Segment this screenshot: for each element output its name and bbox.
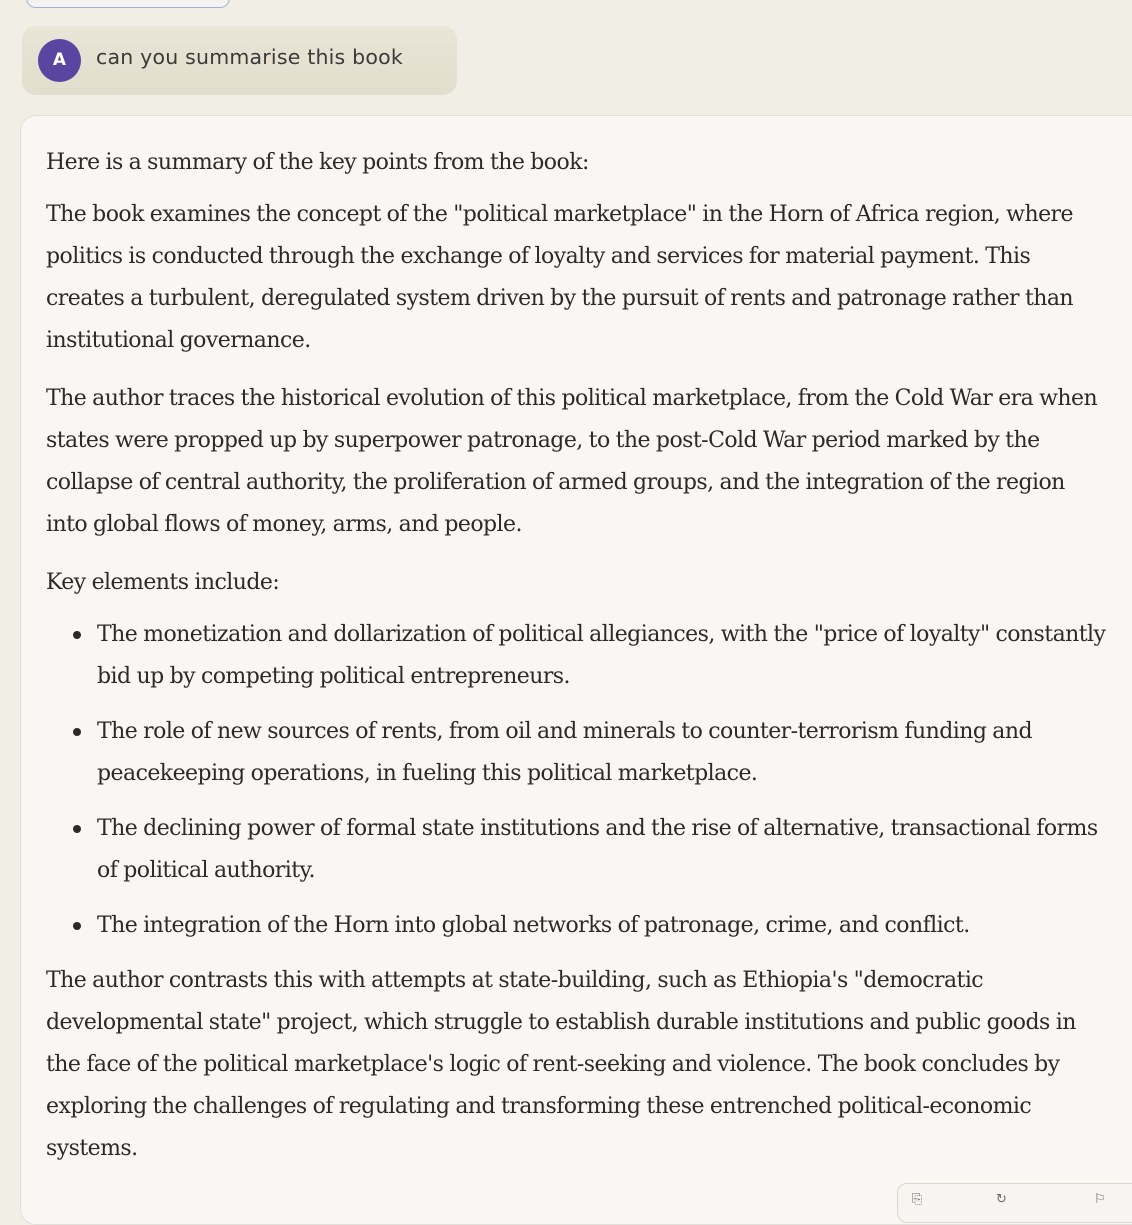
list-item: The integration of the Horn into global networks of patronage, crime, and conflict. (97, 905, 1109, 947)
assistant-response (20, 115, 1132, 1225)
response-paragraph-2: The author traces the historical evolution of this political marketplace, from the Cold War era when states were propped up by superpower patronage, to the post-Cold War period marked by the collapse of central authority, the proliferation of armed groups, and the integration of the region into global flows of money, arms, and people. (46, 386, 1098, 537)
list-item: The declining power of formal state institutions and the rise of alternative, transactional forms of political authority. (97, 808, 1109, 892)
attachment-chip[interactable] (26, 0, 230, 8)
response-intro: Here is a summary of the key points from the book: (46, 150, 589, 175)
key-elements-list (46, 614, 1109, 947)
user-avatar: A (38, 39, 81, 82)
user-message-text: can you summarise this book (96, 45, 403, 69)
response-conclusion: The author contrasts this with attempts at state-building, such as Ethiopia's "democratic developmental state" project, which struggle to establish durable institutions and public goods in the face of the political marketplace's logic of rent-seeking and violence. The book concludes by exploring the challenges of regulating and transforming these entrenched political-economic systems. (46, 968, 1076, 1161)
feedback-icon[interactable]: ⚐ (1094, 1192, 1106, 1207)
list-item: The role of new sources of rents, from oil and minerals to counter-terrorism funding and peacekeeping operations, in fueling this political marketplace. (97, 711, 1109, 795)
retry-icon[interactable]: ↻ (996, 1192, 1007, 1207)
key-elements-heading: Key elements include: (46, 570, 280, 595)
user-message (22, 26, 457, 95)
response-paragraph-1: The book examines the concept of the "political marketplace" in the Horn of Africa region, where politics is conducted through the exchange of loyalty and services for material payment. This creates a turbulent, deregulated system driven by the pursuit of rents and patronage rather than institutional governance. (46, 202, 1074, 353)
response-action-bar[interactable] (897, 1183, 1132, 1223)
list-item: The monetization and dollarization of political allegiances, with the "price of loyalty" constantly bid up by competing political entrepreneurs. (97, 614, 1109, 698)
copy-icon[interactable]: ⎘ (912, 1192, 923, 1207)
